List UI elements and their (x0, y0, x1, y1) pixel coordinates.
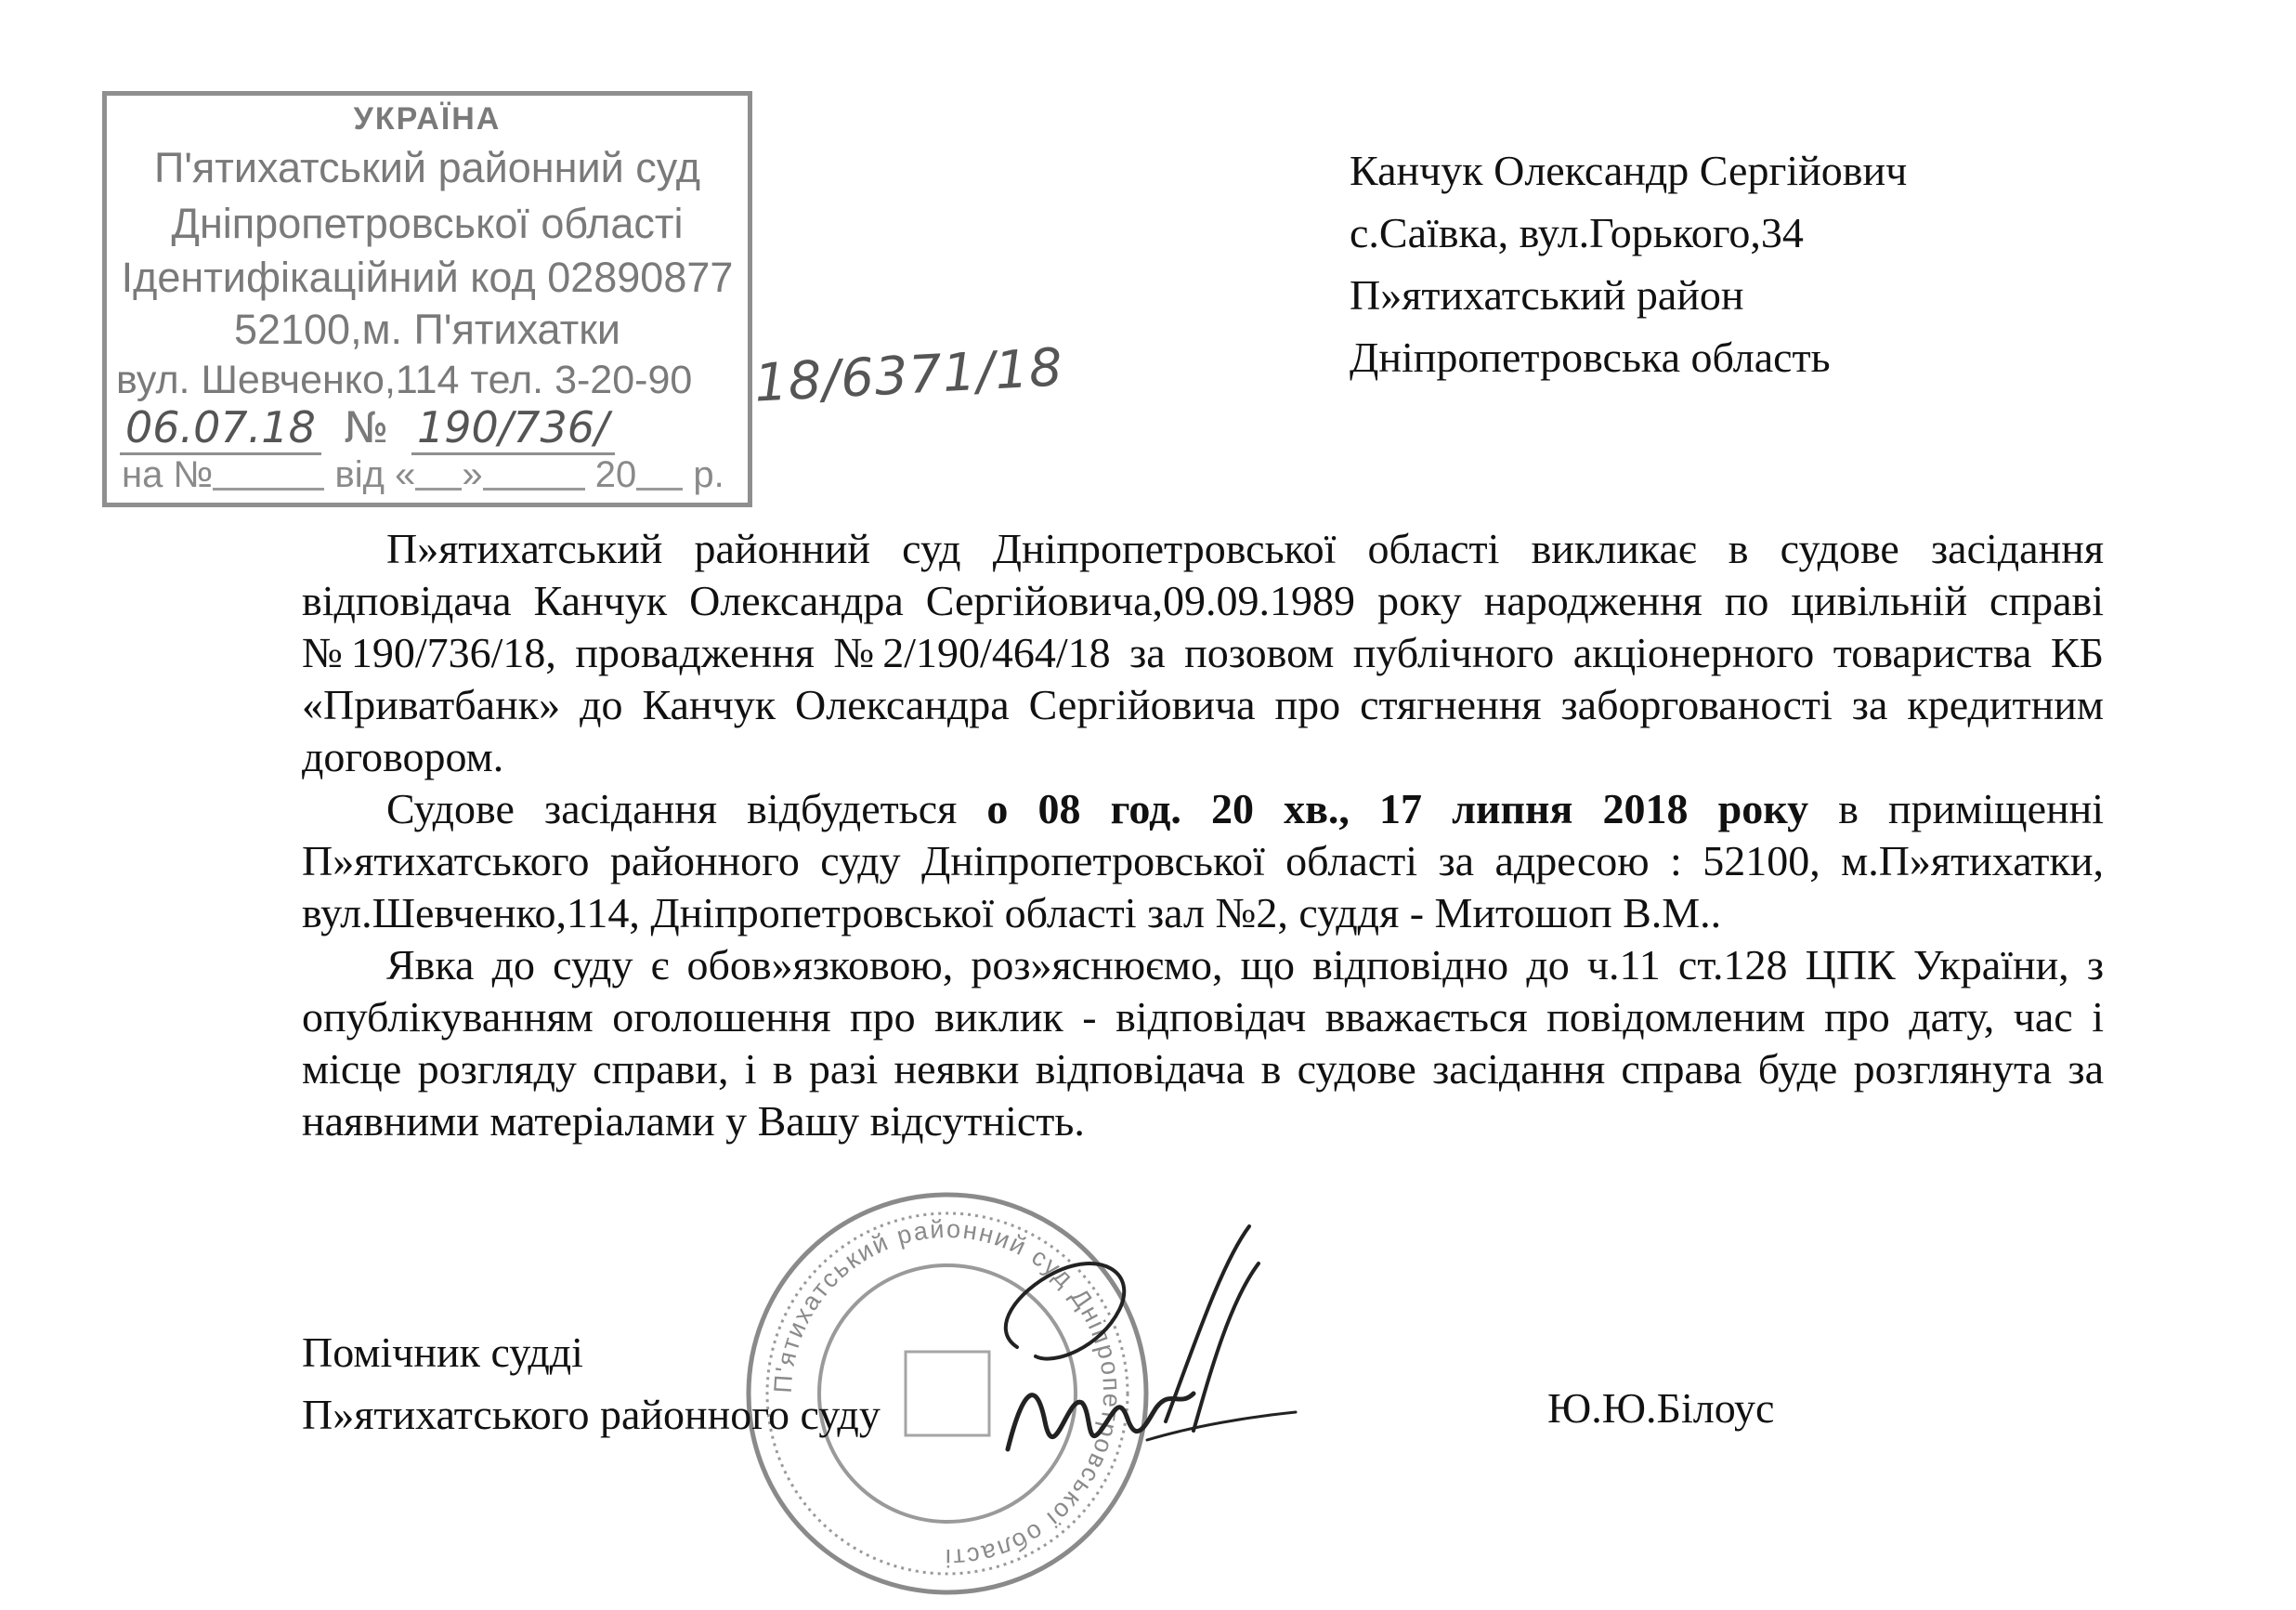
signer-position (302, 1321, 881, 1446)
stamp-date-number (120, 402, 748, 452)
paragraph-attendance: Явка до суду є обов»язковою, роз»яснюємо, що відповідно до ч.11 ст.128 ЦПК України, з опублікуванням оголошення про виклик - відповідач вважається повідомленим про дату, час і місце розгляду справи, і в разі неявки відповідача в судове засідання справа буде розглянута за наявними матеріалами у Вашу відсутність. (302, 941, 2104, 1145)
stamp-reply-from: від « (334, 454, 416, 495)
stamp-number-extension: 18/6371/18 (752, 337, 1065, 414)
recipient-name: Канчук Олександр Сергійович (1350, 147, 1908, 194)
stamp-court-name: П'ятихатський районний суд (153, 144, 701, 191)
paragraph-hearing (302, 783, 2104, 939)
stamp-date: 06.07.18 (120, 402, 321, 455)
seal-text-path: П'ятихатський районний суд Дніпропетровської області (768, 1214, 1127, 1573)
hearing-datetime: о 08 год. 20 хв., 17 липня 2018 року (986, 785, 1809, 832)
recipient-address (1350, 139, 1907, 388)
stamp-reply-line (122, 454, 748, 496)
hearing-intro: Судове засідання відбудеться (386, 785, 958, 832)
signature-mark (980, 1208, 1314, 1514)
stamp-reply-on: на № (122, 454, 214, 495)
paragraph-summons: П»ятихатський районний суд Дніпропетровської області викликає в судове засідання відповідача Канчук Олександра Сергійовича,09.09.1989 року народження по цивільній справі №190/736/18, провадження №2/190/464/18 за позовом публічного акціонерного товариства КБ «Приватбанк» до Канчук Олександра Сергійовича про стягнення заборгованості за кредитним договором. (302, 525, 2104, 780)
signer-title: Помічник судді (302, 1329, 583, 1376)
seal-emblem (906, 1352, 989, 1435)
recipient-district: П»ятихатський район (1350, 271, 1744, 319)
stamp-number-label: № (344, 402, 389, 452)
stamp-region: Дніпропетровської області (171, 200, 684, 247)
court-stamp (102, 91, 752, 507)
stamp-street-phone: вул. Шевченко,114 тел. 3-20-90 (116, 358, 693, 402)
hearing-location: в приміщенні П»ятихатського районного суду Дніпропетровської області за адресою : 52100, м.П»ятихатки, вул.Шевченко,114, Дніпропетровської області зал №2, суддя - Митошоп В.М.. (302, 785, 2105, 936)
stamp-reply-year: 20 (594, 454, 637, 495)
stamp-postal-city: 52100,м. П'ятихатки (233, 306, 621, 353)
stamp-number: 190/736/ (411, 402, 615, 455)
recipient-street: с.Саївка, вул.Горького,34 (1350, 209, 1804, 256)
recipient-region: Дніпропетровська область (1350, 334, 1831, 381)
signer-name: Ю.Ю.Білоус (1547, 1384, 1775, 1432)
stamp-country: УКРАЇНА (353, 101, 502, 137)
signer-court: П»ятихатського районного суду (302, 1391, 881, 1438)
letter-body (302, 523, 2104, 1147)
stamp-reply-year-suffix: р. (693, 454, 724, 495)
stamp-reply-quote-close: » (462, 454, 483, 495)
stamp-id-code: Ідентифікаційний код 02890877 (121, 254, 734, 301)
